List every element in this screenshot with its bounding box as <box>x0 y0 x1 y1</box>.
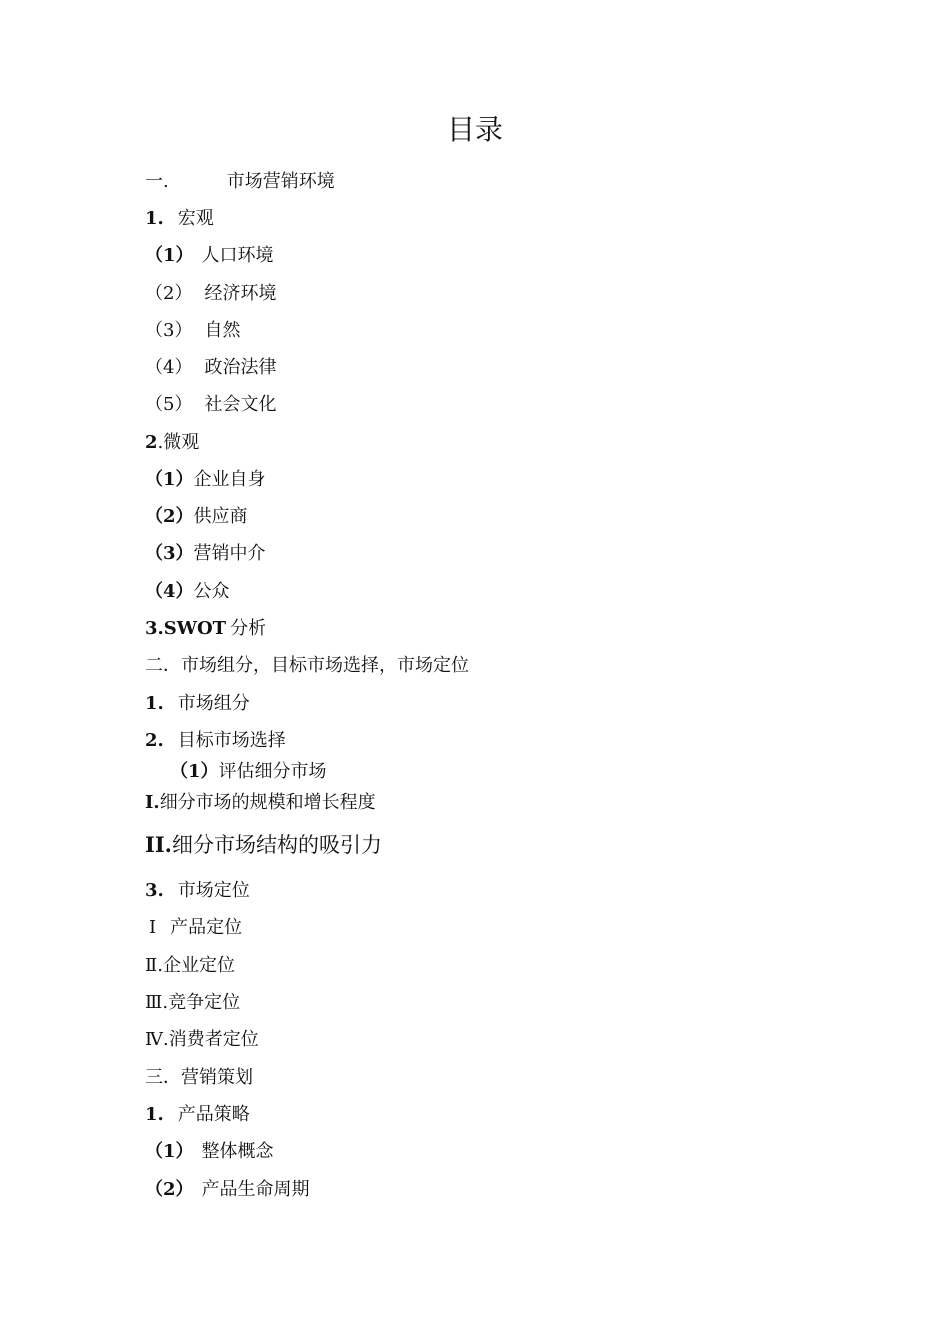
toc-subitem <box>145 1140 274 1164</box>
toc-subitem <box>145 393 276 417</box>
toc-subitem <box>145 244 274 268</box>
toc-item-1 <box>145 207 214 231</box>
toc-section-1 <box>145 170 335 194</box>
toc-item-number: 1. <box>145 693 164 714</box>
toc-section-text: 市场营销环境 <box>226 171 335 192</box>
toc-item-text: 宏观 <box>177 208 214 229</box>
toc-subitem-number: （1） <box>145 245 194 266</box>
toc-subsubitem-text: 细分市场的规模和增长程度 <box>159 792 376 813</box>
toc-section-2 <box>145 654 469 678</box>
toc-subitem-text: 产品定位 <box>170 917 243 938</box>
toc-item-number: 2 <box>145 432 158 453</box>
toc-item-number: 3. <box>145 880 164 901</box>
toc-subitem-number: （3） <box>145 543 194 564</box>
toc-subitem-number: （2） <box>145 1179 194 1200</box>
toc-item-text: .微观 <box>157 432 200 453</box>
toc-subsubitem-text: 细分市场结构的吸引力 <box>171 833 382 857</box>
toc-subitem <box>145 580 230 604</box>
toc-subitem-number: （5） <box>145 394 193 415</box>
toc-item-text: 产品策略 <box>177 1104 250 1125</box>
toc-subitem <box>145 356 276 380</box>
toc-subitem-text: 人口环境 <box>201 245 274 266</box>
toc-subitem-text: Ⅲ.竞争定位 <box>145 992 241 1013</box>
toc-item-number: 1. <box>145 1104 164 1125</box>
toc-subitem-text: 供应商 <box>193 506 248 527</box>
toc-item <box>145 729 286 753</box>
toc-subitem-number: （1） <box>145 1141 194 1162</box>
toc-subitem-number: Ⅰ <box>149 917 157 938</box>
toc-subitem <box>145 1028 259 1052</box>
toc-subitem-text: 产品生命周期 <box>201 1179 310 1200</box>
toc-section-3 <box>145 1066 253 1090</box>
toc-item-text: 市场定位 <box>177 880 250 901</box>
toc-subitem-text: 评估细分市场 <box>218 761 327 782</box>
toc-subitem <box>145 468 266 492</box>
toc-item-number: 3.SWOT <box>145 618 227 639</box>
toc-subitem-text: 社会文化 <box>204 394 277 415</box>
toc-subsubitem <box>145 791 376 815</box>
toc-subitem-text: 企业自身 <box>193 469 266 490</box>
toc-section-text: 三．营销策划 <box>145 1067 253 1088</box>
toc-subitem <box>170 760 327 784</box>
toc-subitem-number: （2） <box>145 283 193 304</box>
toc-subitem-number: （4） <box>145 357 193 378</box>
toc-item-2 <box>145 431 199 455</box>
toc-subitem-text: Ⅳ.消费者定位 <box>145 1029 259 1050</box>
toc-subsubitem-number: I. <box>145 792 160 813</box>
toc-subitem-number: （3） <box>145 320 193 341</box>
toc-subsubitem-number: II. <box>145 832 172 857</box>
toc-item-number: 2. <box>145 730 164 751</box>
toc-subitem <box>145 505 248 529</box>
toc-subitem <box>145 282 276 306</box>
toc-subitem-number: （2） <box>145 506 194 527</box>
toc-subitem <box>145 542 266 566</box>
toc-subitem-text: 政治法律 <box>204 357 277 378</box>
toc-subitem-number: （1） <box>145 469 194 490</box>
toc-subitem-text: 自然 <box>204 320 241 341</box>
toc-item-text: 分析 <box>230 618 267 639</box>
toc-item-text: 市场组分 <box>177 693 250 714</box>
toc-item <box>145 692 250 716</box>
toc-subitem <box>145 319 240 343</box>
toc-item-number: 1. <box>145 208 164 229</box>
toc-item-text: 目标市场选择 <box>177 730 286 751</box>
page-title: 目录 <box>446 113 503 146</box>
toc-subitem-text: 营销中介 <box>193 543 266 564</box>
toc-subitem <box>145 916 242 940</box>
toc-section-text: 二．市场组分，目标市场选择，市场定位 <box>145 655 469 676</box>
toc-subitem <box>145 954 235 978</box>
toc-item-3 <box>145 617 266 641</box>
toc-subitem-text: 公众 <box>193 581 230 602</box>
toc-subitem-text: 经济环境 <box>204 283 277 304</box>
toc-subitem-number: （4） <box>145 581 194 602</box>
toc-subitem <box>145 991 240 1015</box>
toc-subitem-number: （1） <box>170 761 219 782</box>
toc-item <box>145 1103 250 1127</box>
toc-subsubitem <box>145 831 382 859</box>
toc-section-number: 一. <box>145 171 169 192</box>
toc-subitem-text: 整体概念 <box>201 1141 274 1162</box>
toc-item <box>145 879 250 903</box>
toc-subitem-text: Ⅱ.企业定位 <box>145 955 235 976</box>
toc-subitem <box>145 1178 310 1202</box>
